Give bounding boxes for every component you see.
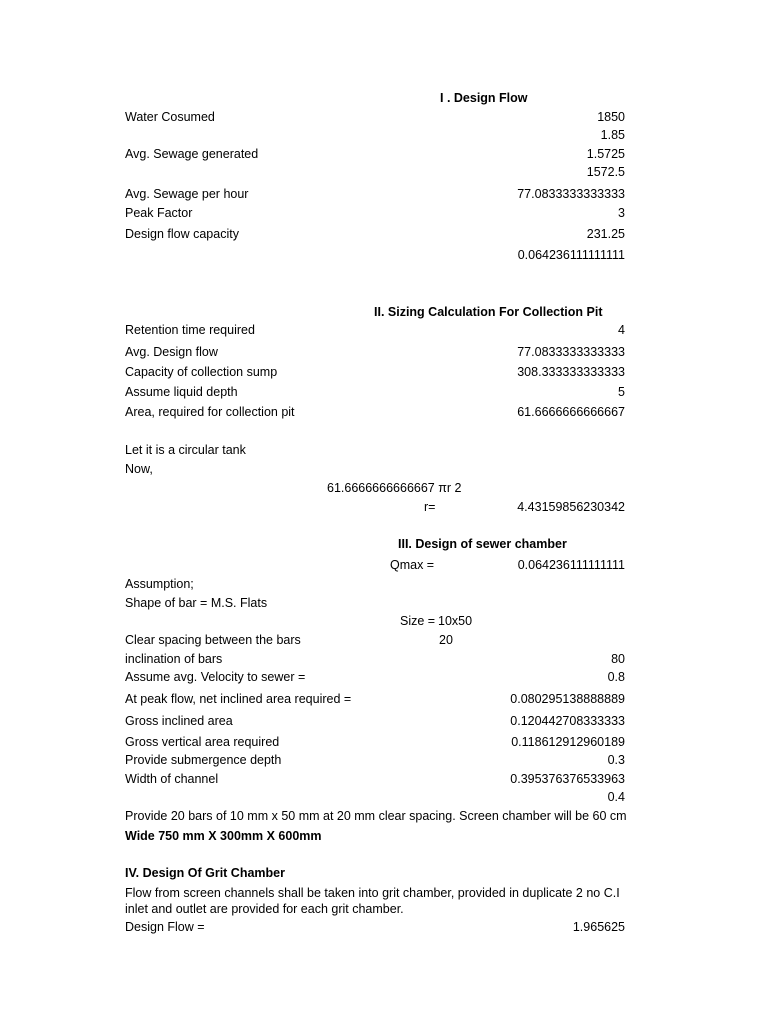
value-avg-sewage-hour: 77.0833333333333 bbox=[517, 187, 625, 201]
value-area: 61.6666666666667 bbox=[517, 405, 625, 419]
value-r: 4.43159856230342 bbox=[517, 500, 625, 514]
label-bar-shape: Shape of bar = M.S. Flats bbox=[125, 596, 268, 610]
label-gross-vertical: Gross vertical area required bbox=[125, 735, 280, 749]
label-assumption: Assumption; bbox=[125, 577, 194, 591]
value-retention: 4 bbox=[618, 323, 625, 337]
value-peak-factor: 3 bbox=[618, 206, 625, 220]
value-clear-spacing: 20 bbox=[439, 633, 453, 647]
value-liquid-depth: 5 bbox=[618, 385, 625, 399]
value-net-area: 0.080295138888889 bbox=[510, 692, 625, 706]
value-gross-inclined: 0.120442708333333 bbox=[510, 714, 625, 728]
value-width-channel: 0.395376376533963 bbox=[510, 772, 625, 786]
value-avg-sewage-2: 1572.5 bbox=[586, 165, 625, 179]
formula-area: 61.6666666666667 πr 2 bbox=[327, 481, 462, 495]
label-peak-factor: Peak Factor bbox=[125, 206, 193, 220]
text-chamber-size: Wide 750 mm X 300mm X 600mm bbox=[125, 829, 322, 843]
text-provide-bars: Provide 20 bars of 10 mm x 50 mm at 20 mm clear spacing. Screen chamber will be 60 cm bbox=[125, 809, 627, 823]
label-width-channel: Width of channel bbox=[125, 772, 219, 786]
value-qmax: 0.064236111111111 bbox=[517, 558, 625, 572]
label-clear-spacing: Clear spacing between the bars bbox=[125, 633, 301, 647]
label-liquid-depth: Assume liquid depth bbox=[125, 385, 238, 399]
value-water-consumed-mld: 1.85 bbox=[600, 128, 625, 142]
value-inclination: 80 bbox=[611, 652, 625, 666]
value-width-channel-rounded: 0.4 bbox=[607, 790, 625, 804]
value-gross-vertical: 0.118612912960189 bbox=[511, 735, 625, 749]
label-capacity: Capacity of collection sump bbox=[125, 365, 278, 379]
value-avg-design-flow: 77.0833333333333 bbox=[517, 345, 625, 359]
label-avg-design-flow: Avg. Design flow bbox=[125, 345, 218, 359]
label-water-consumed: Water Cosumed bbox=[125, 110, 215, 124]
label-circular-tank: Let it is a circular tank bbox=[125, 443, 246, 457]
value-water-consumed: 1850 bbox=[597, 110, 625, 124]
label-design-flow: Design flow capacity bbox=[125, 227, 239, 241]
text-grit-flow-line2: inlet and outlet are provided for each grit chamber. bbox=[125, 902, 404, 916]
label-now: Now, bbox=[125, 462, 153, 476]
value-capacity: 308.333333333333 bbox=[517, 365, 625, 379]
section-title-grit-chamber: IV. Design Of Grit Chamber bbox=[125, 866, 285, 880]
label-r: r= bbox=[424, 500, 436, 514]
value-design-flow-2: 0.064236111111111 bbox=[517, 248, 625, 262]
value-submergence: 0.3 bbox=[607, 753, 625, 767]
label-size: Size = bbox=[400, 614, 436, 628]
label-gross-inclined: Gross inclined area bbox=[125, 714, 233, 728]
section-title-sewer-chamber: III. Design of sewer chamber bbox=[398, 537, 567, 551]
label-qmax: Qmax = bbox=[390, 558, 435, 572]
value-design-flow: 231.25 bbox=[586, 227, 625, 241]
label-avg-sewage-hour: Avg. Sewage per hour bbox=[125, 187, 249, 201]
value-velocity: 0.8 bbox=[607, 670, 625, 684]
label-grit-design-flow: Design Flow = bbox=[125, 920, 205, 934]
section-title-design-flow: I . Design Flow bbox=[440, 91, 528, 105]
label-submergence: Provide submergence depth bbox=[125, 753, 282, 767]
label-avg-sewage: Avg. Sewage generated bbox=[125, 147, 259, 161]
section-title-collection-pit: II. Sizing Calculation For Collection Pit bbox=[374, 305, 603, 319]
value-grit-design-flow: 1.965625 bbox=[572, 920, 625, 934]
label-retention: Retention time required bbox=[125, 323, 255, 337]
label-net-area: At peak flow, net inclined area required = bbox=[125, 692, 352, 706]
label-area: Area, required for collection pit bbox=[125, 405, 295, 419]
text-grit-flow-line1: Flow from screen channels shall be taken into grit chamber, provided in duplicate 2 no C.I bbox=[125, 886, 620, 900]
label-velocity: Assume avg. Velocity to sewer = bbox=[125, 670, 306, 684]
value-avg-sewage: 1.5725 bbox=[586, 147, 625, 161]
value-size: 10x50 bbox=[438, 614, 473, 628]
label-inclination: inclination of bars bbox=[125, 652, 223, 666]
